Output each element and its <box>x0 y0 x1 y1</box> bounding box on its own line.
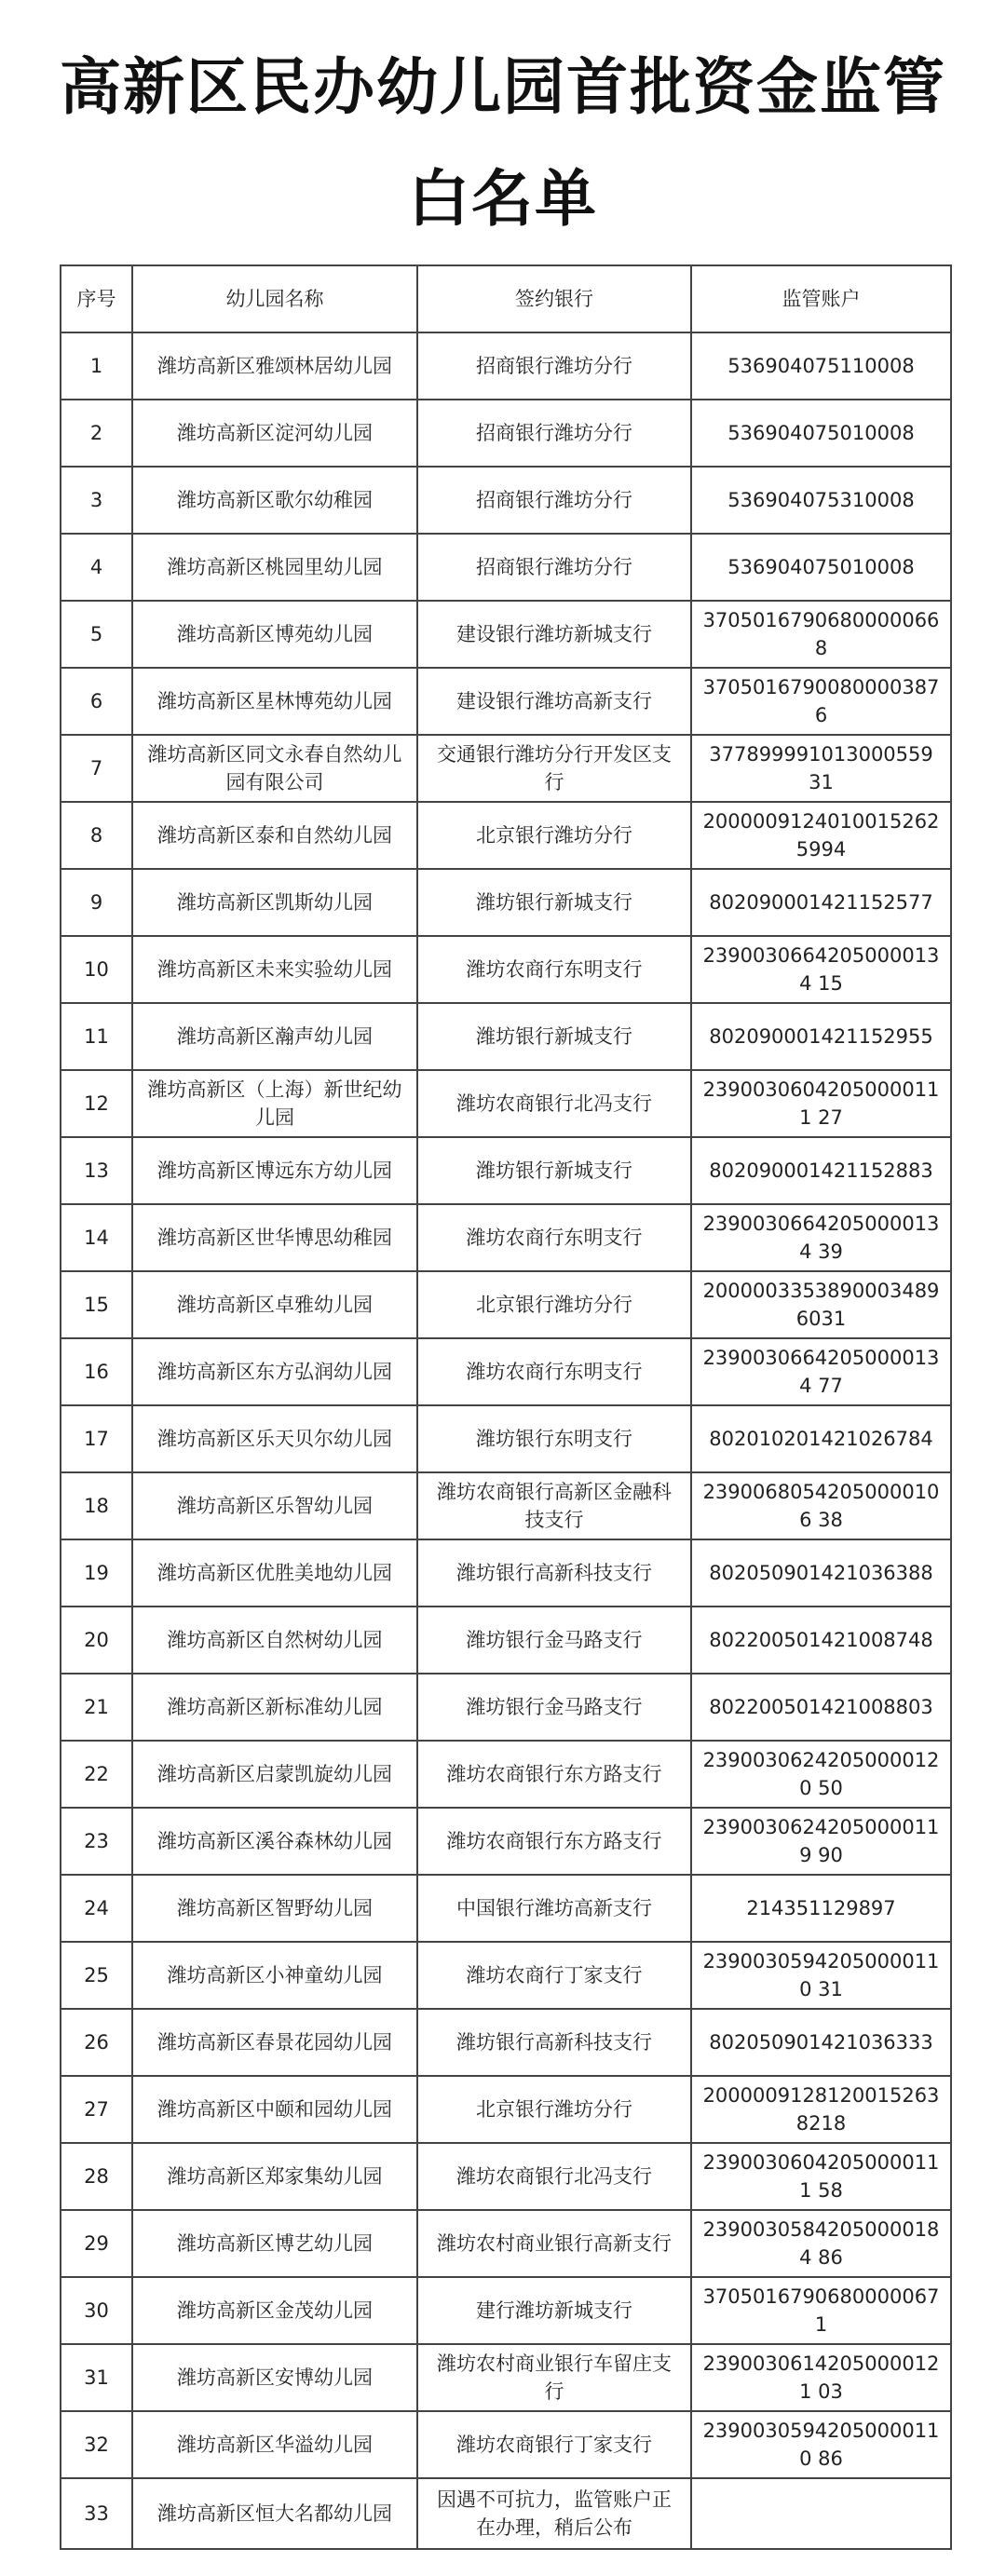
contract-bank: 潍坊农商银行丁家支行 <box>417 2411 691 2478</box>
header-name: 幼儿园名称 <box>132 265 417 332</box>
supervision-account: 23900306042050000111 58 <box>691 2143 951 2210</box>
contract-bank: 潍坊银行新城支行 <box>417 1003 691 1070</box>
contract-bank: 潍坊农商银行高新区金融科技支行 <box>417 1472 691 1539</box>
table-row <box>61 869 951 936</box>
kindergarten-name: 潍坊高新区东方弘润幼儿园 <box>132 1338 417 1405</box>
kindergarten-name: 潍坊高新区世华博思幼稚园 <box>132 1204 417 1271</box>
kindergarten-name: 潍坊高新区桃园里幼儿园 <box>132 534 417 601</box>
table-row <box>61 1338 951 1405</box>
contract-bank: 因遇不可抗力，监管账户正在办理，稍后公布 <box>417 2478 691 2549</box>
row-index: 20 <box>61 1607 132 1674</box>
row-index: 18 <box>61 1472 132 1539</box>
row-index: 32 <box>61 2411 132 2478</box>
header-account: 监管账户 <box>691 265 951 332</box>
supervision-account: 20000091281200152638218 <box>691 2076 951 2143</box>
row-index: 21 <box>61 1674 132 1741</box>
contract-bank: 潍坊农商行东明支行 <box>417 1338 691 1405</box>
contract-bank: 潍坊银行金马路支行 <box>417 1607 691 1674</box>
contract-bank: 潍坊农商银行东方路支行 <box>417 1808 691 1875</box>
kindergarten-name: 潍坊高新区恒大名都幼儿园 <box>132 2478 417 2549</box>
table-row <box>61 1674 951 1741</box>
row-index: 12 <box>61 1070 132 1137</box>
row-index: 17 <box>61 1405 132 1472</box>
supervision-account: 802010201421026784 <box>691 1405 951 1472</box>
supervision-account: 20000033538900034896031 <box>691 1271 951 1338</box>
row-index: 3 <box>61 467 132 534</box>
contract-bank: 建行潍坊新城支行 <box>417 2277 691 2344</box>
row-index: 11 <box>61 1003 132 1070</box>
table-row <box>61 2411 951 2478</box>
supervision-account <box>691 2478 951 2549</box>
contract-bank: 潍坊农商行东明支行 <box>417 1204 691 1271</box>
kindergarten-name: 潍坊高新区春景花园幼儿园 <box>132 2009 417 2076</box>
table-row <box>61 1204 951 1271</box>
kindergarten-name: 潍坊高新区淀河幼儿园 <box>132 400 417 467</box>
row-index: 10 <box>61 936 132 1003</box>
header-index: 序号 <box>61 265 132 332</box>
contract-bank: 北京银行潍坊分行 <box>417 1271 691 1338</box>
table-row <box>61 1607 951 1674</box>
row-index: 16 <box>61 1338 132 1405</box>
supervision-account: 536904075010008 <box>691 534 951 601</box>
kindergarten-name: 潍坊高新区自然树幼儿园 <box>132 1607 417 1674</box>
kindergarten-name: 潍坊高新区乐智幼儿园 <box>132 1472 417 1539</box>
supervision-account: 802200501421008748 <box>691 1607 951 1674</box>
kindergarten-name: 潍坊高新区华溢幼儿园 <box>132 2411 417 2478</box>
table-row <box>61 2210 951 2277</box>
supervision-account: 536904075310008 <box>691 467 951 534</box>
supervision-account: 23900306642050000134 15 <box>691 936 951 1003</box>
whitelist-table <box>60 264 952 2550</box>
row-index: 15 <box>61 1271 132 1338</box>
table-row <box>61 2076 951 2143</box>
supervision-account: 802090001421152883 <box>691 1137 951 1204</box>
supervision-account: 802050901421036388 <box>691 1539 951 1607</box>
table-row <box>61 601 951 668</box>
supervision-account: 802090001421152577 <box>691 869 951 936</box>
table-row <box>61 534 951 601</box>
table-row <box>61 2478 951 2549</box>
supervision-account: 802050901421036333 <box>691 2009 951 2076</box>
contract-bank: 中国银行潍坊高新支行 <box>417 1875 691 1942</box>
supervision-account: 802090001421152955 <box>691 1003 951 1070</box>
kindergarten-name: 潍坊高新区溪谷森林幼儿园 <box>132 1808 417 1875</box>
table-header <box>61 265 951 332</box>
row-index: 1 <box>61 332 132 400</box>
table-row <box>61 802 951 869</box>
kindergarten-name: 潍坊高新区郑家集幼儿园 <box>132 2143 417 2210</box>
supervision-account: 214351129897 <box>691 1875 951 1942</box>
contract-bank: 潍坊银行高新科技支行 <box>417 1539 691 1607</box>
contract-bank: 北京银行潍坊分行 <box>417 2076 691 2143</box>
table-row <box>61 2344 951 2411</box>
table-row <box>61 1070 951 1137</box>
row-index: 24 <box>61 1875 132 1942</box>
table-row <box>61 1003 951 1070</box>
kindergarten-name: 潍坊高新区新标准幼儿园 <box>132 1674 417 1741</box>
row-index: 27 <box>61 2076 132 2143</box>
supervision-account: 23900306242050000120 50 <box>691 1741 951 1808</box>
contract-bank: 招商银行潍坊分行 <box>417 467 691 534</box>
supervision-account: 23900306242050000119 90 <box>691 1808 951 1875</box>
contract-bank: 交通银行潍坊分行开发区支行 <box>417 735 691 802</box>
row-index: 4 <box>61 534 132 601</box>
kindergarten-name: 潍坊高新区泰和自然幼儿园 <box>132 802 417 869</box>
kindergarten-name: 潍坊高新区博苑幼儿园 <box>132 601 417 668</box>
row-index: 5 <box>61 601 132 668</box>
row-index: 30 <box>61 2277 132 2344</box>
supervision-account: 23900305842050000184 86 <box>691 2210 951 2277</box>
contract-bank: 招商银行潍坊分行 <box>417 534 691 601</box>
row-index: 33 <box>61 2478 132 2549</box>
table-row <box>61 1808 951 1875</box>
supervision-account: 23900306042050000111 27 <box>691 1070 951 1137</box>
table-row <box>61 1137 951 1204</box>
kindergarten-name: 潍坊高新区同文永春自然幼儿园有限公司 <box>132 735 417 802</box>
supervision-account: 377899991013000559 31 <box>691 735 951 802</box>
row-index: 25 <box>61 1942 132 2009</box>
row-index: 13 <box>61 1137 132 1204</box>
contract-bank: 建设银行潍坊新城支行 <box>417 601 691 668</box>
contract-bank: 潍坊农村商业银行车留庄支行 <box>417 2344 691 2411</box>
contract-bank: 招商银行潍坊分行 <box>417 332 691 400</box>
contract-bank: 潍坊农村商业银行高新支行 <box>417 2210 691 2277</box>
contract-bank: 潍坊农商银行北冯支行 <box>417 1070 691 1137</box>
contract-bank: 招商银行潍坊分行 <box>417 400 691 467</box>
kindergarten-name: 潍坊高新区安博幼儿园 <box>132 2344 417 2411</box>
table-row <box>61 735 951 802</box>
row-index: 28 <box>61 2143 132 2210</box>
table-row <box>61 2143 951 2210</box>
supervision-account: 23900305942050000110 86 <box>691 2411 951 2478</box>
kindergarten-name: 潍坊高新区乐天贝尔幼儿园 <box>132 1405 417 1472</box>
kindergarten-name: 潍坊高新区星林博苑幼儿园 <box>132 668 417 735</box>
row-index: 23 <box>61 1808 132 1875</box>
table-row <box>61 936 951 1003</box>
contract-bank: 北京银行潍坊分行 <box>417 802 691 869</box>
kindergarten-name: 潍坊高新区雅颂林居幼儿园 <box>132 332 417 400</box>
supervision-account: 23900680542050000106 38 <box>691 1472 951 1539</box>
contract-bank: 潍坊银行金马路支行 <box>417 1674 691 1741</box>
supervision-account: 23900306142050000121 03 <box>691 2344 951 2411</box>
contract-bank: 潍坊银行高新科技支行 <box>417 2009 691 2076</box>
supervision-account: 536904075010008 <box>691 400 951 467</box>
row-index: 14 <box>61 1204 132 1271</box>
table-row <box>61 1271 951 1338</box>
contract-bank: 潍坊农商行丁家支行 <box>417 1942 691 2009</box>
title-line-2: 白名单 <box>408 162 598 235</box>
supervision-account: 23900305942050000110 31 <box>691 1942 951 2009</box>
kindergarten-name: 潍坊高新区未来实验幼儿园 <box>132 936 417 1003</box>
supervision-account: 37050167906800000668 <box>691 601 951 668</box>
kindergarten-name: 潍坊高新区歌尔幼稚园 <box>132 467 417 534</box>
row-index: 9 <box>61 869 132 936</box>
table-row <box>61 1942 951 2009</box>
header-row <box>61 265 951 332</box>
table-row <box>61 1405 951 1472</box>
table-row <box>61 1741 951 1808</box>
kindergarten-name: 潍坊高新区启蒙凯旋幼儿园 <box>132 1741 417 1808</box>
contract-bank: 潍坊银行新城支行 <box>417 1137 691 1204</box>
row-index: 2 <box>61 400 132 467</box>
table-body <box>61 332 951 2549</box>
kindergarten-name: 潍坊高新区中颐和园幼儿园 <box>132 2076 417 2143</box>
header-bank: 签约银行 <box>417 265 691 332</box>
table-row <box>61 467 951 534</box>
supervision-account: 37050167906800000671 <box>691 2277 951 2344</box>
title-line-1: 高新区民办幼儿园首批资金监管 <box>60 50 946 123</box>
kindergarten-name: 潍坊高新区小神童幼儿园 <box>132 1942 417 2009</box>
supervision-account: 20000091240100152625994 <box>691 802 951 869</box>
contract-bank: 建设银行潍坊高新支行 <box>417 668 691 735</box>
table-row <box>61 332 951 400</box>
row-index: 31 <box>61 2344 132 2411</box>
table-row <box>61 2277 951 2344</box>
kindergarten-name: 潍坊高新区优胜美地幼儿园 <box>132 1539 417 1607</box>
supervision-account: 802200501421008803 <box>691 1674 951 1741</box>
table-row <box>61 400 951 467</box>
table-row <box>61 668 951 735</box>
row-index: 8 <box>61 802 132 869</box>
kindergarten-name: 潍坊高新区（上海）新世纪幼儿园 <box>132 1070 417 1137</box>
row-index: 19 <box>61 1539 132 1607</box>
contract-bank: 潍坊农商行东明支行 <box>417 936 691 1003</box>
table-row <box>61 1472 951 1539</box>
kindergarten-name: 潍坊高新区智野幼儿园 <box>132 1875 417 1942</box>
row-index: 6 <box>61 668 132 735</box>
supervision-account: 23900306642050000134 77 <box>691 1338 951 1405</box>
row-index: 22 <box>61 1741 132 1808</box>
kindergarten-name: 潍坊高新区卓雅幼儿园 <box>132 1271 417 1338</box>
table-row <box>61 1875 951 1942</box>
table-row <box>61 2009 951 2076</box>
contract-bank: 潍坊银行东明支行 <box>417 1405 691 1472</box>
kindergarten-name: 潍坊高新区博艺幼儿园 <box>132 2210 417 2277</box>
contract-bank: 潍坊银行新城支行 <box>417 869 691 936</box>
supervision-account: 37050167900800003876 <box>691 668 951 735</box>
row-index: 29 <box>61 2210 132 2277</box>
row-index: 26 <box>61 2009 132 2076</box>
table-row <box>61 1539 951 1607</box>
kindergarten-name: 潍坊高新区凯斯幼儿园 <box>132 869 417 936</box>
supervision-account: 23900306642050000134 39 <box>691 1204 951 1271</box>
contract-bank: 潍坊农商银行北冯支行 <box>417 2143 691 2210</box>
kindergarten-name: 潍坊高新区博远东方幼儿园 <box>132 1137 417 1204</box>
supervision-account: 536904075110008 <box>691 332 951 400</box>
kindergarten-name: 潍坊高新区瀚声幼儿园 <box>132 1003 417 1070</box>
contract-bank: 潍坊农商银行东方路支行 <box>417 1741 691 1808</box>
row-index: 7 <box>61 735 132 802</box>
kindergarten-name: 潍坊高新区金茂幼儿园 <box>132 2277 417 2344</box>
